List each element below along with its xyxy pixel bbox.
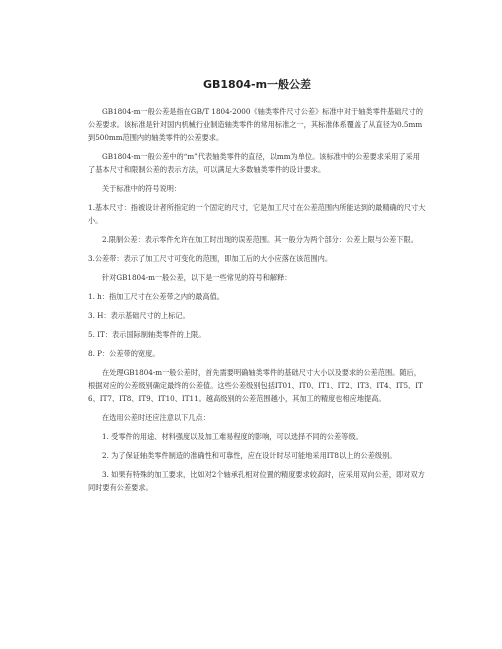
paragraph-basic-size: 1.基本尺寸：指被设计者所指定的一个固定的尺寸，它是加工尺寸在公差范围内所能达到的最精确的尺寸大小。 xyxy=(88,203,426,225)
list-item-note-2: 2. 为了保证轴类零件制造的准确性和可靠性，应在设计时尽可能地采用IT8以上的公差级别。 xyxy=(102,451,397,460)
paragraph-symbols-heading: 关于标准中的符号说明： xyxy=(102,184,182,193)
paragraph-limit-tolerance: 2.限制公差：表示零件允许在加工时出现的误差范围。其一般分为两个部分：公差上限与公差下限。 xyxy=(102,235,418,244)
list-item-H: 3. H：表示基础尺寸的上标记。 xyxy=(88,311,190,320)
paragraph-m-meaning: GB1804-m一般公差中的“m”代表轴类零件的直径，以mm为单位。该标准中的公差要求采用了采用了基本尺寸和限制公差的表示方法，可以满足大多数轴类零件的设计要求。 xyxy=(88,152,420,174)
paragraph-processing: 在处理GB1804-m一般公差时，首先需要明确轴类零件的基础尺寸大小以及要求的公差范围。随后，根据对应的公差级别确定最终的公差值。这些公差级别包括IT01、IT0、IT1、IT2、IT3、IT4、IT5、IT6、IT7、IT8、IT9、IT10、IT11。越高级别的公差范围越小，其加工的精度也相应地提高。 xyxy=(88,368,423,403)
list-item-P: 8. P：公差带的宽度。 xyxy=(88,349,160,358)
document-page xyxy=(88,78,426,500)
paragraph-selection-notes: 在选用公差时还应注意以下几点： xyxy=(102,413,210,422)
paragraph-common-symbols: 针对GB1804-m一般公差，以下是一些常见的符号和解释： xyxy=(102,273,292,282)
paragraph-intro: GB1804-m一般公差是指在GB/T 1804-2000《轴类零件尺寸公差》标准中对于轴类零件基础尺寸的公差要求。该标准是针对国内机械行业制造轴类零件的常用标准之一，其标准体系覆盖了从直径为0.5mm到500mm范围内的轴类零件的公差要求。 xyxy=(88,107,423,142)
list-item-note-3: 3. 如果有特殊的加工要求，比如对2个轴承孔相对位置的精度要求较高时，应采用双向公差，即对双方同时要有公差要求。 xyxy=(88,470,425,492)
list-item-h: 1. h：指加工尺寸在公差带之内的最高值。 xyxy=(88,292,224,301)
document-title: GB1804-m一般公差 xyxy=(202,78,312,91)
list-item-IT: 5. IT：表示国际制轴类零件的上限。 xyxy=(88,330,206,339)
list-item-note-1: 1. 受零件的用途、材料强度以及加工难易程度的影响，可以选择不同的公差等级。 xyxy=(102,432,363,441)
paragraph-tolerance-zone: 3.公差带：表示了加工尺寸可变化的范围，即加工后的大小应落在该范围内。 xyxy=(88,254,333,263)
